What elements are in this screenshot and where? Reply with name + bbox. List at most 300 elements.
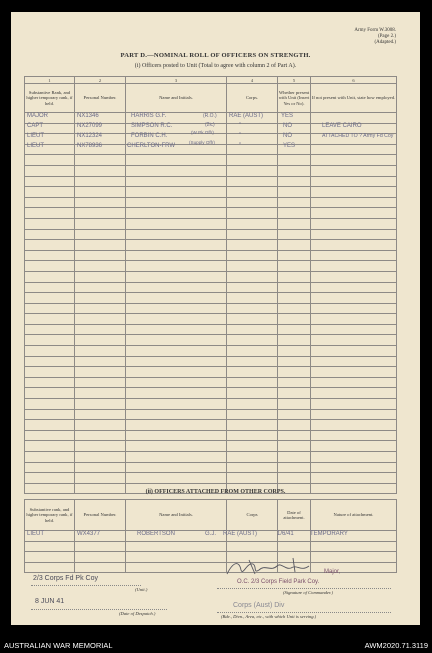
table-cell (278, 324, 311, 335)
entry-name: FORBIN C.H. (131, 133, 168, 139)
table-row (25, 430, 397, 441)
entry-corps: RAE (AUST) (223, 531, 258, 537)
table-row (25, 335, 397, 346)
table-cell (25, 399, 75, 410)
table-cell (278, 250, 311, 261)
table-cell (311, 187, 397, 198)
table-cell (227, 324, 278, 335)
table-cell (278, 229, 311, 240)
table-cell (75, 473, 126, 484)
table-cell (227, 218, 278, 229)
table-cell (278, 420, 311, 431)
table-row (25, 541, 397, 552)
table-cell (278, 271, 311, 282)
table-cell (278, 430, 311, 441)
table-cell (311, 356, 397, 367)
commander-signature (223, 556, 333, 578)
table-row (25, 187, 397, 198)
entry-name: HARRIS G.F. (131, 113, 167, 119)
table-cell (75, 176, 126, 187)
table-cell (75, 399, 126, 410)
table-row (25, 197, 397, 208)
table-cell (126, 377, 227, 388)
table-cell (227, 123, 278, 134)
table-cell (227, 430, 278, 441)
table-cell (311, 541, 397, 552)
entry-corps: ” (239, 143, 241, 149)
table-cell (227, 367, 278, 378)
entry-employed: ATTACHED TO ? Army Fd Coy (322, 133, 394, 139)
place-line (217, 612, 391, 613)
table-cell (75, 562, 126, 573)
table-cell (311, 399, 397, 410)
table-cell (227, 377, 278, 388)
table-cell (75, 155, 126, 166)
table-row (25, 271, 397, 282)
table-cell (311, 346, 397, 357)
table-cell (75, 367, 126, 378)
entry-present: NO (283, 123, 292, 129)
table-cell (126, 346, 227, 357)
unit-written: 2/3 Corps Fd Pk Coy (33, 575, 98, 582)
table-cell (278, 356, 311, 367)
table-cell (311, 441, 397, 452)
table-row (25, 377, 397, 388)
table-row (25, 282, 397, 293)
table-row (25, 165, 397, 176)
entry-present: NO (283, 133, 292, 139)
header-present: Whether present with Unit (Insert Yes or No). (278, 84, 311, 113)
table-cell (75, 462, 126, 473)
table-row (25, 409, 397, 420)
entry-rank: LIEUT (27, 133, 45, 139)
entry-number: NX27099 (77, 123, 103, 129)
table-row (25, 356, 397, 367)
table-cell (75, 293, 126, 304)
table-cell (227, 441, 278, 452)
table-cell (278, 441, 311, 452)
table-cell (75, 377, 126, 388)
header-row (25, 84, 397, 113)
table-row (25, 250, 397, 261)
entry-corps: ” (239, 123, 241, 129)
table-cell (25, 562, 75, 573)
table-cell (278, 303, 311, 314)
table-cell (227, 155, 278, 166)
table-cell (227, 208, 278, 219)
table-cell (75, 335, 126, 346)
table-cell (75, 271, 126, 282)
sub-title: (i) Officers posted to Unit (Total to agree with column 2 of Part A). (134, 63, 297, 69)
table-cell (25, 473, 75, 484)
entry-name-note: (R.O.) (203, 113, 217, 119)
table-cell (126, 473, 227, 484)
table-row (25, 229, 397, 240)
table-cell (227, 197, 278, 208)
header-rank: Substantive Rank, and higher temporary rank, if held. (25, 84, 75, 113)
table-cell (278, 261, 311, 272)
table-cell (126, 218, 227, 229)
table-cell (227, 282, 278, 293)
table-cell (311, 197, 397, 208)
table-cell (75, 261, 126, 272)
entry-name: CHERLTON-FRW (127, 143, 175, 149)
header-name: Name and Initials. (126, 500, 227, 531)
table-cell (227, 399, 278, 410)
header-rank: Substantive rank, and higher temporary rank, if held. (25, 500, 75, 531)
header-date: Date of attachment. (278, 500, 311, 531)
table-cell (126, 165, 227, 176)
table-cell (311, 144, 397, 155)
table-cell (25, 187, 75, 198)
table-cell (75, 324, 126, 335)
table-cell (227, 462, 278, 473)
col-number: 6 (311, 77, 397, 84)
table-cell (311, 208, 397, 219)
col-number: 4 (227, 77, 278, 84)
table-cell (311, 409, 397, 420)
table-cell (126, 335, 227, 346)
entry-nature: TEMPORARY (310, 531, 348, 537)
table-row (25, 462, 397, 473)
table-cell (126, 155, 227, 166)
table-cell (311, 293, 397, 304)
place-written: Corps (Aust) Div (233, 602, 285, 609)
rank-stamp: Major, (324, 569, 341, 575)
entry-name-note: (Supply Offr) (189, 140, 215, 145)
table-cell (311, 420, 397, 431)
table-row (25, 155, 397, 166)
table-cell (311, 377, 397, 388)
table-cell (227, 165, 278, 176)
entry-present: YES (281, 113, 294, 119)
table-cell (75, 218, 126, 229)
table-cell (278, 240, 311, 251)
table-cell (75, 240, 126, 251)
table-cell (311, 250, 397, 261)
table-row (25, 367, 397, 378)
table-cell (227, 420, 278, 431)
table-cell (25, 176, 75, 187)
table-cell (75, 165, 126, 176)
table-cell (25, 314, 75, 325)
header-row (25, 500, 397, 531)
col-number: 3 (126, 77, 227, 84)
table-cell (25, 282, 75, 293)
table-cell (227, 452, 278, 463)
table-cell (75, 303, 126, 314)
table-cell (126, 409, 227, 420)
table-cell (278, 367, 311, 378)
table-cell (278, 541, 311, 552)
table-cell (311, 282, 397, 293)
table-cell (126, 388, 227, 399)
table-cell (311, 473, 397, 484)
table-cell (75, 388, 126, 399)
entry-rank: LIEUT (27, 531, 45, 537)
table-cell (75, 187, 126, 198)
table-row (25, 261, 397, 272)
entry-name: ROBERTSON (137, 531, 175, 537)
table-cell (75, 541, 126, 552)
header-number: Personal Number. (75, 500, 126, 531)
entry-corps: RAE (AUST) (229, 113, 264, 119)
table-cell (227, 335, 278, 346)
signature-label: (Signature of Commander.) (283, 590, 333, 595)
table-cell (75, 208, 126, 219)
table-cell (25, 346, 75, 357)
commander-stamp: O.C. 2/3 Corps Field Park Coy. (237, 579, 320, 585)
table-cell (126, 303, 227, 314)
table-cell (278, 377, 311, 388)
table-cell (227, 240, 278, 251)
table-cell (278, 346, 311, 357)
entry-corps: ” (239, 133, 241, 139)
table-cell (126, 452, 227, 463)
table-cell (311, 324, 397, 335)
table-row (25, 552, 397, 563)
table-cell (25, 367, 75, 378)
table-cell (126, 324, 227, 335)
table-cell (278, 176, 311, 187)
table-cell (25, 229, 75, 240)
header-employed: If not present with Unit, state how employed. (311, 84, 397, 113)
table-cell (278, 462, 311, 473)
table-cell (75, 552, 126, 563)
table-cell (227, 303, 278, 314)
table-cell (311, 176, 397, 187)
table-cell (25, 441, 75, 452)
entry-rank: CAPT (27, 123, 44, 129)
table-cell (278, 335, 311, 346)
header-corps: Corps (227, 500, 278, 531)
date-label: (Date of Despatch.) (119, 611, 156, 616)
table-row (25, 208, 397, 219)
entry-number: NX78936 (77, 143, 103, 149)
table-cell (311, 261, 397, 272)
table-cell (227, 229, 278, 240)
table-cell (25, 356, 75, 367)
table-cell (311, 271, 397, 282)
table-row (25, 388, 397, 399)
table-cell (25, 218, 75, 229)
header-number: Personal Number. (75, 84, 126, 113)
table-cell (75, 452, 126, 463)
part-title: PART D.—NOMINAL ROLL OF OFFICERS ON STRENGTH. (120, 52, 311, 59)
table-cell (75, 356, 126, 367)
table-cell (126, 229, 227, 240)
table-cell (311, 367, 397, 378)
table-cell (75, 346, 126, 357)
header-corps: Corps. (227, 84, 278, 113)
table-cell (311, 430, 397, 441)
table-cell (227, 541, 278, 552)
table-cell (126, 187, 227, 198)
table-row (25, 562, 397, 573)
table-cell (75, 282, 126, 293)
table-row (25, 303, 397, 314)
table-cell (25, 552, 75, 563)
table-cell (126, 197, 227, 208)
table-cell (278, 165, 311, 176)
date-written: 8 JUN 41 (35, 598, 65, 605)
table-cell (227, 388, 278, 399)
table-cell (126, 562, 227, 573)
table-cell (311, 314, 397, 325)
table-cell (126, 314, 227, 325)
entry-rank: LIEUT (27, 143, 45, 149)
table-row (25, 176, 397, 187)
table-cell (126, 462, 227, 473)
form-ref-line-1: Army Form W.3008. (354, 28, 396, 33)
entry-number: NX12324 (77, 133, 103, 139)
table-cell (278, 409, 311, 420)
table-cell (25, 165, 75, 176)
place-label: (Bde., Divn., Area, etc., with which Unit is serving.) (221, 614, 317, 619)
table-cell (25, 155, 75, 166)
table-cell (25, 250, 75, 261)
table-cell (278, 218, 311, 229)
table-cell (126, 293, 227, 304)
table-row (25, 420, 397, 431)
table-cell (126, 356, 227, 367)
table-cell (126, 367, 227, 378)
table-cell (311, 462, 397, 473)
table-row (25, 240, 397, 251)
entry-number: NX1346 (77, 113, 99, 119)
entry-present: YES (283, 143, 296, 149)
table-cell (75, 229, 126, 240)
table-cell (126, 261, 227, 272)
table-cell (25, 409, 75, 420)
table-cell (75, 197, 126, 208)
table-cell (311, 452, 397, 463)
table-row (25, 314, 397, 325)
table-cell (126, 208, 227, 219)
table-cell (311, 335, 397, 346)
table-cell (227, 250, 278, 261)
table-row (25, 441, 397, 452)
table-cell (278, 388, 311, 399)
table-cell (25, 430, 75, 441)
table-cell (126, 271, 227, 282)
table-cell (126, 430, 227, 441)
table-cell (126, 399, 227, 410)
table-cell (126, 282, 227, 293)
date-line (31, 609, 167, 610)
table-cell (278, 197, 311, 208)
table-row (25, 473, 397, 484)
table-cell (227, 261, 278, 272)
table-row (25, 324, 397, 335)
table-row (25, 293, 397, 304)
table-cell (126, 250, 227, 261)
table-cell (25, 261, 75, 272)
table-cell (311, 388, 397, 399)
table-cell (278, 282, 311, 293)
table-cell (25, 293, 75, 304)
table-cell (75, 420, 126, 431)
table-cell (25, 541, 75, 552)
table-cell (227, 473, 278, 484)
table-cell (126, 541, 227, 552)
table-cell (75, 409, 126, 420)
form-ref-line-3: (Adapted.) (374, 40, 396, 45)
table-cell (227, 187, 278, 198)
header-nature: Nature of attachment. (311, 500, 397, 531)
table-row (25, 218, 397, 229)
table-cell (278, 473, 311, 484)
table-cell (126, 240, 227, 251)
unit-line (31, 585, 141, 586)
table-cell (126, 552, 227, 563)
table-cell (75, 441, 126, 452)
table-cell (75, 314, 126, 325)
table-cell (227, 409, 278, 420)
table-cell (25, 420, 75, 431)
table-cell (25, 324, 75, 335)
table-cell (25, 462, 75, 473)
form-page (11, 12, 420, 625)
table-cell (25, 388, 75, 399)
table-cell (278, 293, 311, 304)
table-row (25, 346, 397, 357)
table-cell (25, 303, 75, 314)
table-row (25, 452, 397, 463)
entry-name-note: (2ic) (205, 122, 215, 128)
col-number: 1 (25, 77, 75, 84)
footer-accession: AWM2020.71.3119 (364, 641, 428, 650)
table-cell (25, 197, 75, 208)
table-cell (311, 240, 397, 251)
unit-label: (Unit.) (135, 587, 148, 592)
table-cell (25, 240, 75, 251)
table-cell (25, 271, 75, 282)
table-cell (311, 218, 397, 229)
entry-name: SIMPSON R.C. (131, 123, 173, 129)
table-cell (227, 356, 278, 367)
table-cell (278, 187, 311, 198)
signature-line (217, 588, 391, 589)
table-cell (25, 377, 75, 388)
table-cell (227, 314, 278, 325)
table-cell (278, 208, 311, 219)
table-cell (126, 176, 227, 187)
section-2-title: (ii) OFFICERS ATTACHED FROM OTHER CORPS. (145, 489, 286, 495)
table-cell (25, 335, 75, 346)
footer-source: AUSTRALIAN WAR MEMORIAL (4, 641, 113, 650)
entry-name-note: G.J. (205, 531, 217, 537)
table-cell (311, 303, 397, 314)
entry-date: 1/6/41 (277, 531, 294, 537)
table-cell (311, 113, 397, 124)
entry-number: WX4377 (77, 531, 101, 537)
form-reference (354, 28, 396, 46)
table-cell (75, 250, 126, 261)
table-cell (278, 399, 311, 410)
header-name: Name and Initials. (126, 84, 227, 113)
entry-name-note: (W Pk Offr) (191, 130, 214, 135)
table-cell (126, 420, 227, 431)
table-cell (25, 208, 75, 219)
table-cell (311, 165, 397, 176)
table-cell (311, 229, 397, 240)
table-cell (311, 155, 397, 166)
table-cell (25, 452, 75, 463)
table-cell (278, 155, 311, 166)
table-cell (227, 271, 278, 282)
entry-rank: MAJOR (27, 113, 48, 119)
